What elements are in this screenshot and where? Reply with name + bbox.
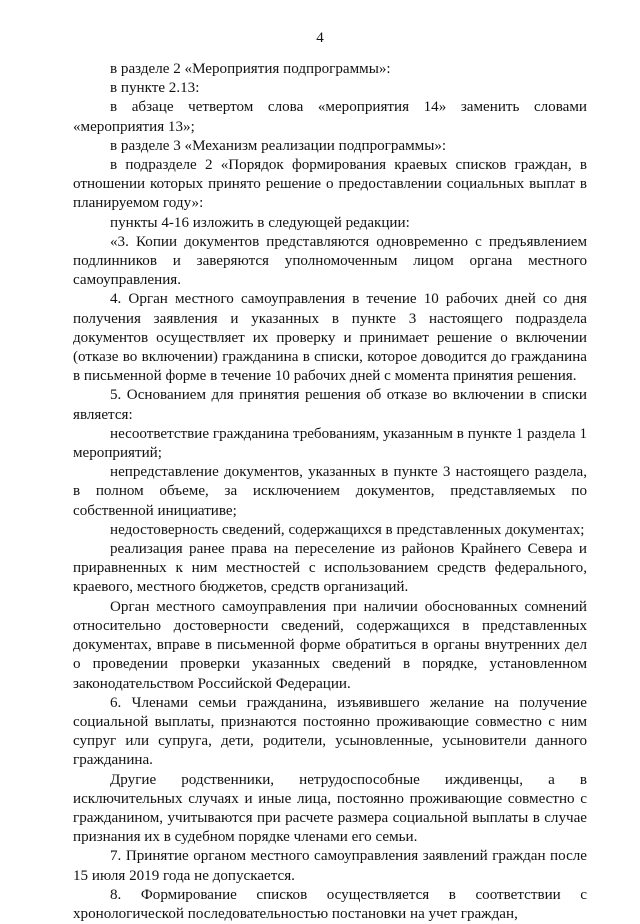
page-number: 4 — [316, 30, 324, 46]
paragraph: в пункте 2.13: — [110, 80, 200, 97]
paragraph: несоответствие гражданина требованиям, указанным в пункте 1 раздела 1 мероприятий; — [73, 425, 587, 462]
paragraph: Другие родственники, нетрудоспособные иждивенцы, а в исключительных случаях и иные лица, постоянно проживающие совместно с гражданином, учитываются при расчете размера социальной выплаты в случае признания их в судебном порядке членами его семьи. — [73, 771, 587, 846]
paragraph: 7. Принятие органом местного самоуправления заявлений граждан после 15 июля 2019 года не допускается. — [73, 848, 587, 884]
paragraph: непредставление документов, указанных в пункте 3 настоящего раздела, в полном объеме, за исключением документов, представляемых по собственной инициативе; — [73, 464, 587, 519]
paragraph: реализация ранее права на переселение из районов Крайнего Севера и приравненных к ним местностей с использованием средств федерального, краевого, местного бюджетов, средств организаций. — [73, 541, 587, 596]
paragraph: Орган местного самоуправления при наличии обоснованных сомнений относительно достоверности сведений, содержащихся в представленных документах, вправе в письменной форме обратиться в органы внутренних дел о проведении проверки указанных сведений в порядке, установленном законодательством Российской Федерации. — [73, 598, 587, 692]
paragraph: пункты 4-16 изложить в следующей редакции: — [110, 214, 410, 231]
paragraph: 6. Членами семьи гражданина, изъявившего желание на получение социальной выплаты, признаются постоянно проживающие совместно с ним супруг или супруга, дети, родители, усыновленные, усыновители данного гражданина. — [73, 694, 587, 769]
paragraph: 4. Орган местного самоуправления в течение 10 рабочих дней со дня получения заявления и указанных в пункте 3 настоящего подраздела документов осуществляет их проверку и принимает решение о включении (отказе во включении) гражданина в списки, которое доводится до гражданина в письменной форме в течение 10 рабочих дней с момента принятия решения. — [73, 291, 587, 385]
paragraph: 5. Основанием для принятия решения об отказе во включении в списки является: — [73, 387, 587, 423]
paragraph: 8. Формирование списков осуществляется в соответствии с хронологической последовательностью постановки на учет граждан, — [73, 886, 587, 922]
paragraph: в подразделе 2 «Порядок формирования краевых списков граждан, в отношении которых принято решение о предоставлении социальных выплат в планируемом году»: — [73, 157, 587, 212]
paragraph: недостоверность сведений, содержащихся в представленных документах; — [110, 521, 585, 538]
paragraph: «3. Копии документов представляются одновременно с предъявлением подлинников и заверяются уполномоченным лицом органа местного самоуправления. — [73, 233, 587, 289]
document-body — [73, 60, 587, 924]
paragraph: в разделе 3 «Механизм реализации подпрограммы»: — [110, 137, 447, 154]
paragraph: в абзаце четвертом слова «мероприятия 14» заменить словами «мероприятия 13»; — [73, 99, 587, 135]
paragraph: в разделе 2 «Мероприятия подпрограммы»: — [110, 61, 391, 77]
